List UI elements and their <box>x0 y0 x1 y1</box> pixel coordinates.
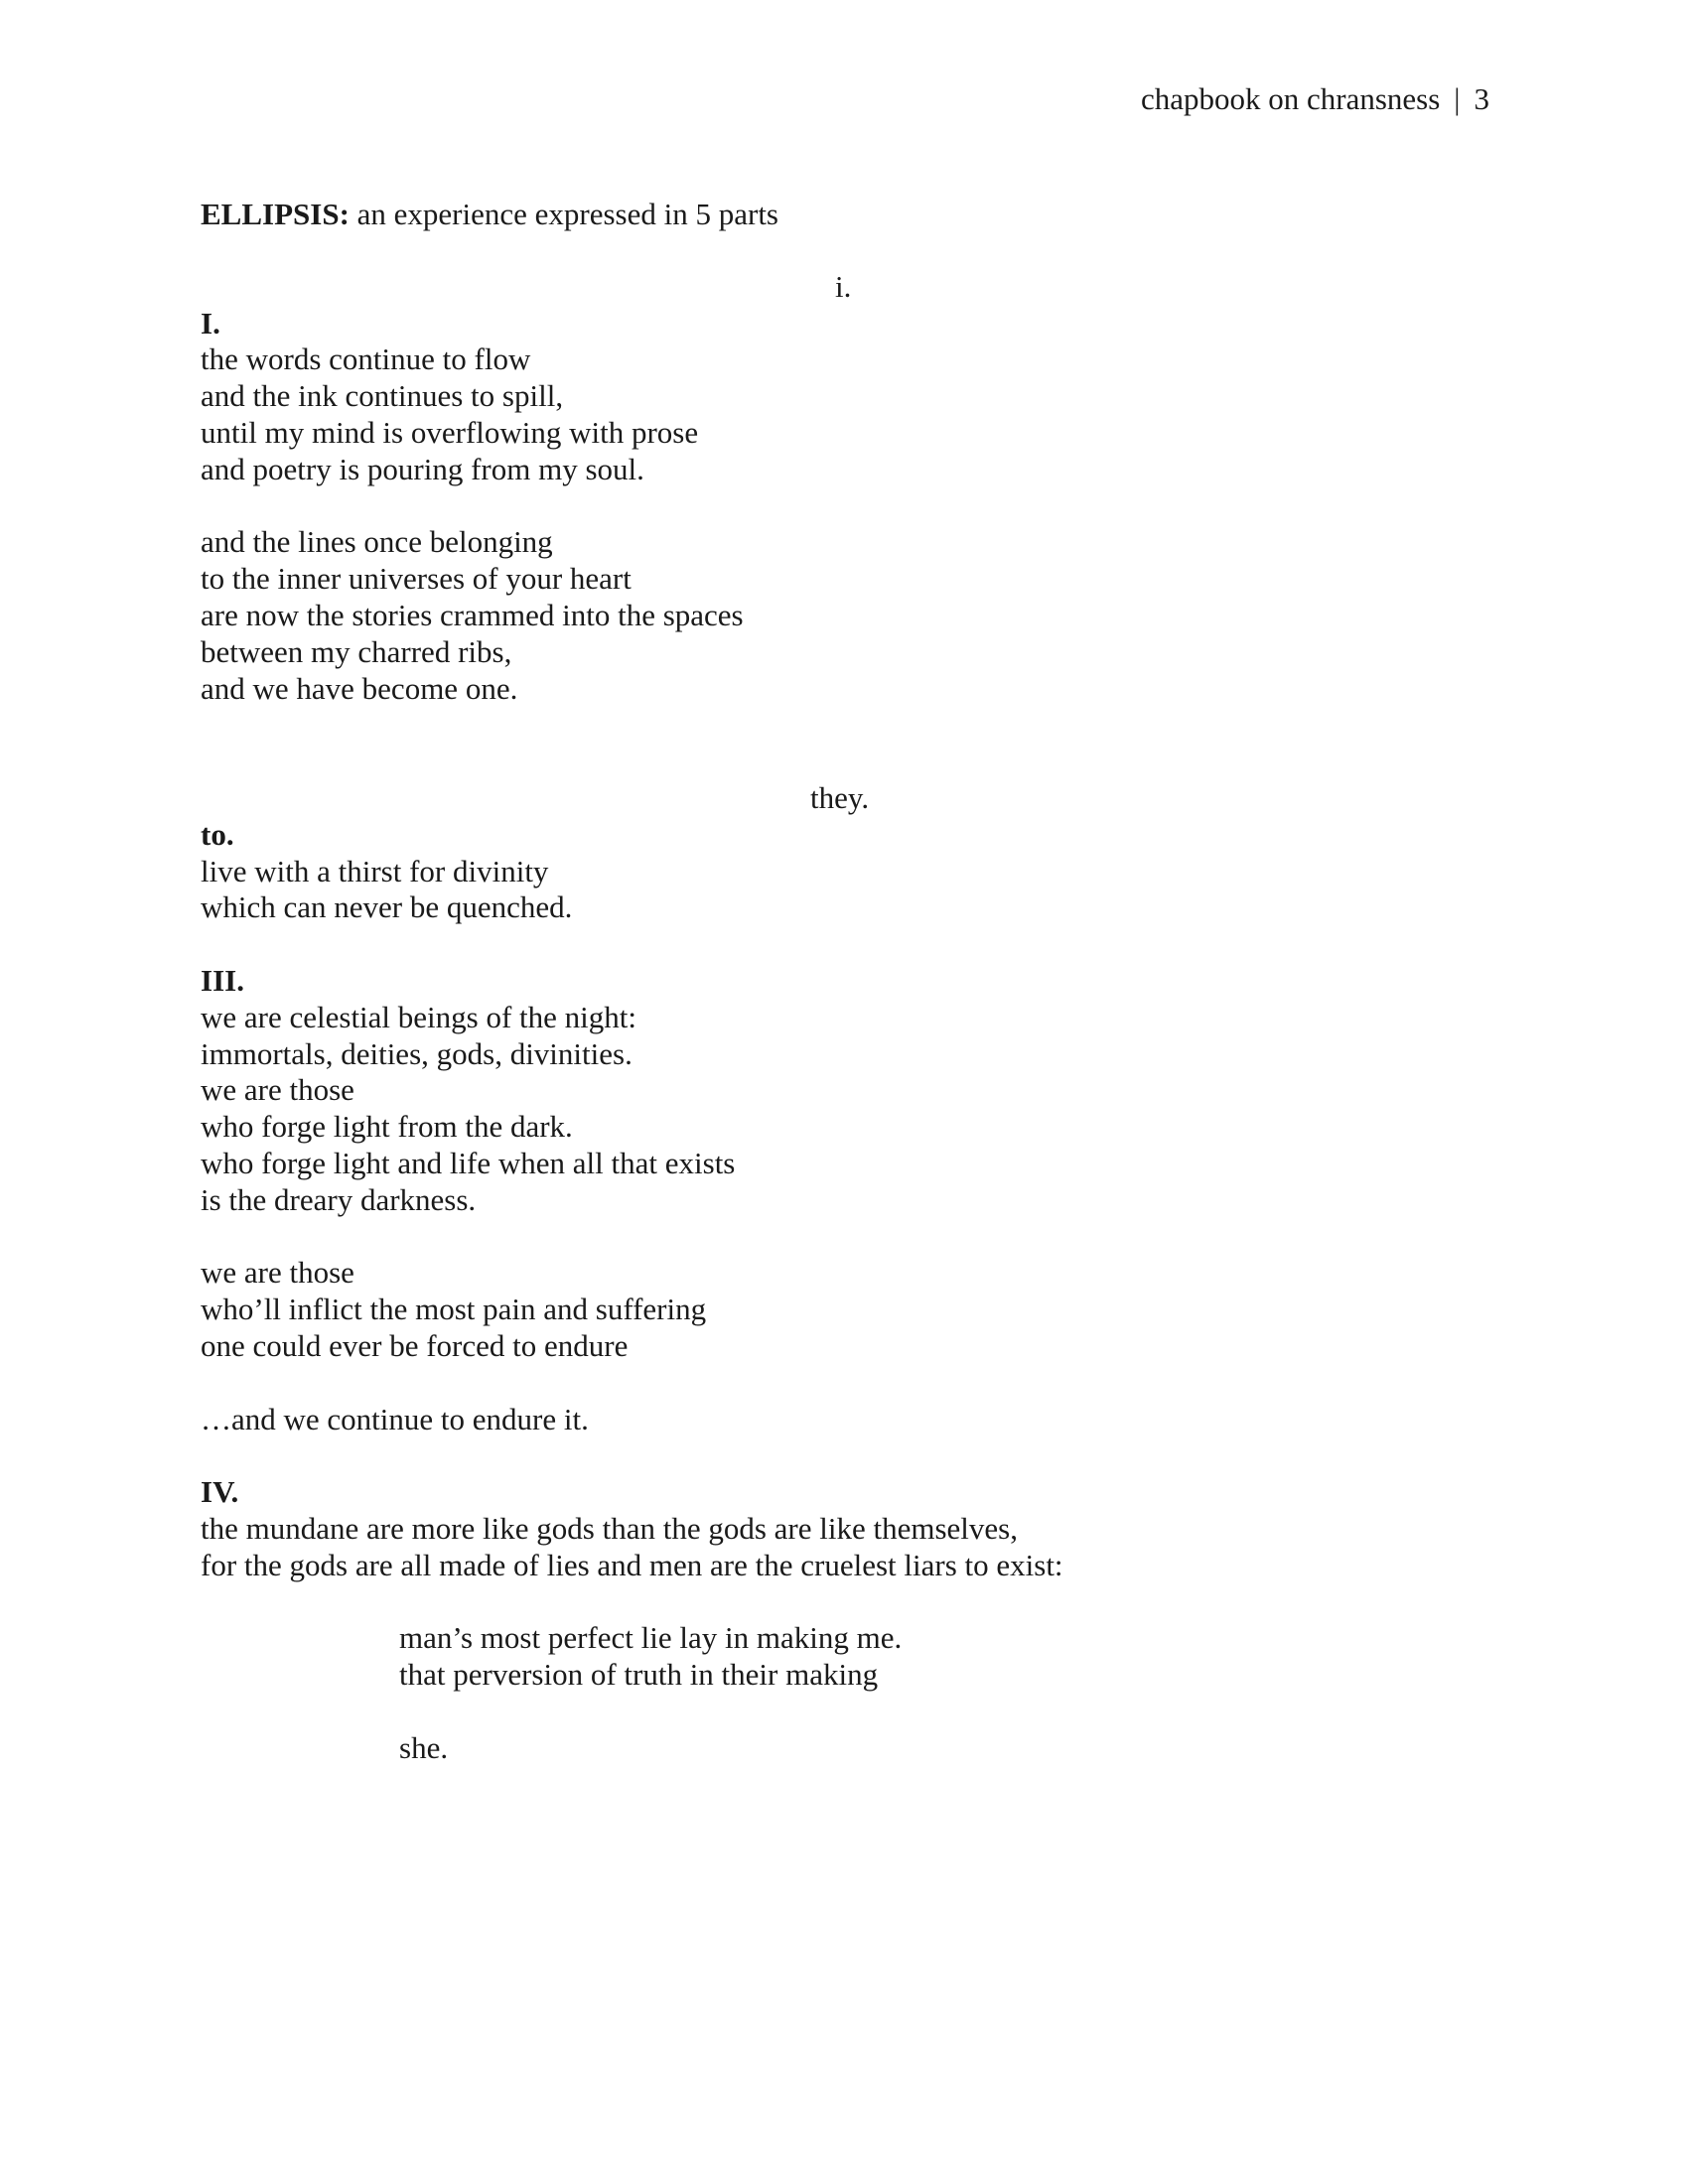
poem-body <box>201 197 1491 1766</box>
marker-they-text: they. <box>810 779 870 815</box>
poem-line: we are celestial beings of the night: <box>201 999 637 1034</box>
page-number: 3 <box>1474 81 1489 116</box>
poem-line: one could ever be forced to endure <box>201 1327 629 1363</box>
poem-line: live with a thirst for divinity <box>201 853 549 888</box>
stanza-gap <box>201 1694 1491 1730</box>
section-gap <box>201 926 1491 963</box>
poem-line: who’ll inflict the most pain and suffering <box>201 1292 707 1327</box>
poem-line-indented: that perversion of truth in their making <box>399 1657 879 1693</box>
stanza-gap <box>201 488 1491 525</box>
poem-line: which can never be quenched. <box>201 889 573 925</box>
poem-line: to the inner universes of your heart <box>201 561 632 597</box>
stanza-gap <box>201 1365 1491 1402</box>
stanza-gap <box>201 1219 1491 1256</box>
section-heading-3: III. <box>201 962 244 998</box>
poem-line: the mundane are more like gods than the gods are like themselves, <box>201 1510 1018 1546</box>
section-gap <box>201 1437 1491 1474</box>
poem-line: we are those <box>201 1255 354 1291</box>
document-title <box>201 197 1491 233</box>
poem-line: and the lines once belonging <box>201 524 553 560</box>
poem-line: is the dreary darkness. <box>201 1181 477 1217</box>
poem-line: who forge light from the dark. <box>201 1109 573 1145</box>
poem-line: until my mind is overflowing with prose <box>201 414 699 450</box>
poem-line: …and we continue to endure it. <box>201 1401 589 1436</box>
section-heading-2: to. <box>201 816 234 852</box>
running-header <box>1141 79 1489 119</box>
poem-line-indented: man’s most perfect lie lay in making me. <box>399 1620 903 1656</box>
poem-line: immortals, deities, gods, divinities. <box>201 1035 633 1071</box>
poem-line: and the ink continues to spill, <box>201 378 564 414</box>
poem-line-indented: she. <box>399 1729 449 1765</box>
header-separator: | <box>1454 81 1461 116</box>
section-heading-1: I. <box>201 305 220 341</box>
title-lead: ELLIPSIS: <box>201 197 350 231</box>
section-marker-i <box>201 269 1491 306</box>
poem-line: the words continue to flow <box>201 341 531 377</box>
poem-line: are now the stories crammed into the spaces <box>201 597 744 632</box>
poem-line: and we have become one. <box>201 670 518 706</box>
section-gap <box>201 707 1491 780</box>
poem-line: between my charred ribs, <box>201 633 512 669</box>
poem-line: and poetry is pouring from my soul. <box>201 451 644 486</box>
section-heading-4: IV. <box>201 1474 239 1510</box>
stanza-gap <box>201 1583 1491 1620</box>
poem-line: who forge light and life when all that exists <box>201 1145 736 1180</box>
poem-line: for the gods are all made of lies and men are the cruelest liars to exist: <box>201 1547 1063 1582</box>
section-marker-they <box>201 780 1491 817</box>
title-rest: an experience expressed in 5 parts <box>349 197 778 231</box>
poem-line: we are those <box>201 1072 354 1108</box>
header-title: chapbook on chransness <box>1140 81 1441 116</box>
marker-i-text: i. <box>835 268 852 304</box>
